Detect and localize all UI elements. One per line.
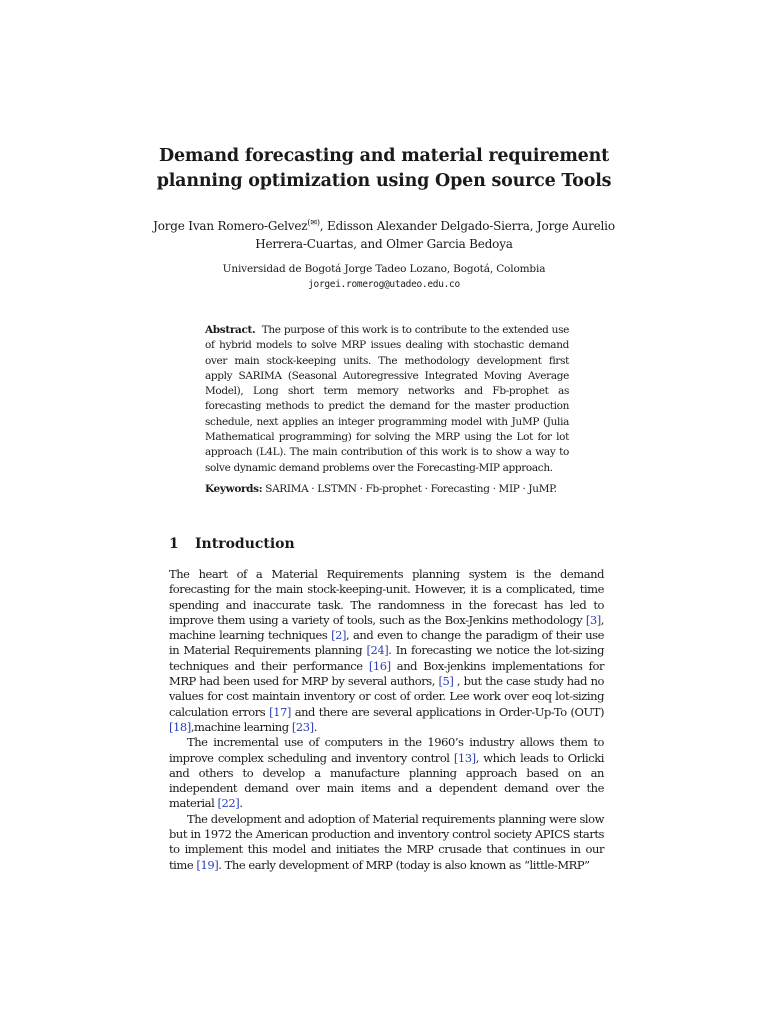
citation-link[interactable]: [18] <box>169 719 191 734</box>
keywords-text: SARIMA · LSTMN · Fb-prophet · Forecasting · MIP · JuMP. <box>265 483 557 495</box>
author-names-line-2: Herrera-Cuartas, and Olmer Garcia Bedoya <box>255 237 513 251</box>
abstract-text: The purpose of this work is to contribute to the extended use of hybrid models to solve MRP issues dealing with stochastic demand over main stock-keeping units. The methodology development first apply SARIMA (Seasonal Autoregressive Integrated Moving Average Model), Long short term memory networks and Fb-prophet as forecasting methods to predict the demand for the master production schedule, next applies an integer programming model with JuMP (Julia Mathematical programming) for solving the MRP using the Lot for lot approach (L4L). The main contribution of this work is to show a way to solve dynamic demand problems over the Forecasting-MIP approach. <box>205 324 569 474</box>
title-line-2: planning optimization using Open source Tools <box>156 171 612 191</box>
abstract <box>205 323 569 476</box>
text-run: , and even to change the paradigm of their use in Material Requirements planning <box>169 628 604 658</box>
text-run: . <box>239 796 243 811</box>
citation-link[interactable]: [3] <box>585 612 601 627</box>
text-run: and there are several applications in Order-Up-To (OUT) <box>290 704 605 719</box>
text-run: The incremental use of computers in the 1960’s industry allows them to improve complex scheduling and inventory control <box>169 735 604 765</box>
section-number: 1 <box>169 536 179 552</box>
text-run: , machine learning techniques <box>169 612 604 643</box>
paper-title <box>100 144 668 194</box>
citation-link[interactable]: [23] <box>291 719 314 734</box>
citation-link[interactable]: [19] <box>196 857 219 872</box>
author-names-rest: , Edisson Alexander Delgado-Sierra, Jorge Aurelio <box>319 219 615 233</box>
corresponding-author-mark: (✉) <box>307 218 320 227</box>
text-run: ,machine learning <box>190 719 292 734</box>
citation-link[interactable]: [2] <box>331 628 347 643</box>
body-text <box>169 567 604 873</box>
author-list <box>150 214 618 253</box>
paragraph-2 <box>169 735 604 811</box>
keywords-label: Keywords: <box>205 483 263 495</box>
abstract-label: Abstract. <box>205 324 256 336</box>
title-line-1: Demand forecasting and material requirement <box>159 146 609 166</box>
section-heading <box>169 534 295 554</box>
citation-link[interactable]: [22] <box>217 796 240 811</box>
paragraph-1 <box>169 567 604 735</box>
text-run: The heart of a Material Requirements planning system is the demand forecasting for the main stock-keeping-unit. However, it is a complicated, time spending and inaccurate task. The randomness in the forecast has led to improve them using a variety of tools, such as the Box-Jenkins methodology <box>169 567 604 627</box>
keywords <box>205 482 569 497</box>
author-name-1: Jorge Ivan Romero-Gelvez <box>153 219 308 233</box>
text-run: , which leads to Orlicki and others to develop a manufacture planning approach based on an independent demand over main items and a dependent demand over the material <box>169 750 605 811</box>
text-run: The development and adoption of Material requirements planning were slow but in 1972 the American production and inventory control society APICS starts to implement this model and initiates the MRP crusade that continues in our time <box>169 811 604 872</box>
author-email[interactable]: jorgei.romerog@utadeo.edu.co <box>308 279 460 290</box>
citation-link[interactable]: [17] <box>269 704 291 719</box>
citation-link[interactable]: [24] <box>366 643 389 658</box>
affiliation-block <box>150 261 618 293</box>
text-run: . <box>313 719 317 734</box>
text-run: . The early development of MRP (today is also known as “little-MRP” <box>218 857 590 872</box>
citation-link[interactable]: [5] <box>438 674 454 689</box>
text-run: . In forecasting we notice the lot-sizing techniques and their performance <box>169 643 605 673</box>
section-title: Introduction <box>195 536 295 552</box>
affiliation: Universidad de Bogotá Jorge Tadeo Lozano, Bogotá, Colombia <box>222 263 546 275</box>
citation-link[interactable]: [16] <box>368 658 391 673</box>
text-run: , but the case study had no values for cost maintain inventory or cost of order. Lee work over eoq lot-sizing calculation errors <box>169 674 604 719</box>
text-run: and Box-jenkins implementations for MRP had been used for MRP by several authors, <box>169 658 604 689</box>
citation-link[interactable]: [13] <box>453 750 476 765</box>
paragraph-3 <box>169 812 604 873</box>
